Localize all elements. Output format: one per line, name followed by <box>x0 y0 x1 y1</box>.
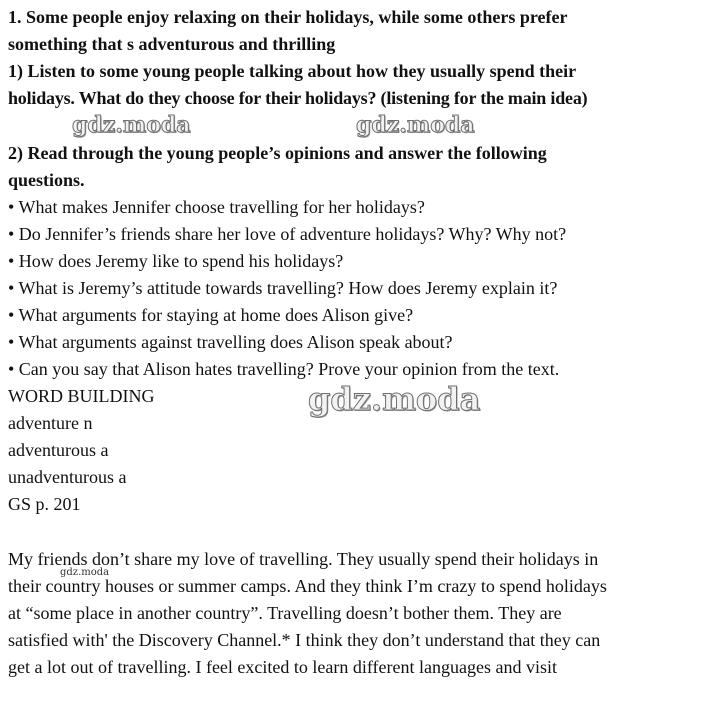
passage-line: their country houses or summer camps. And they think I’m crazy to spend holidays <box>8 576 607 596</box>
part1-line-1: 1) Listen to some young people talking about how they usually spend their <box>8 61 577 81</box>
question-item: • Do Jennifer’s friends share her love of adventure holidays? Why? Why not? <box>8 224 567 244</box>
watermark-right: gdz.moda <box>356 112 475 138</box>
passage-line: get a lot out of travelling. I feel excited to learn different languages and visit <box>8 657 557 677</box>
question-item: • What makes Jennifer choose travelling for her holidays? <box>8 197 425 217</box>
question-item: • How does Jeremy like to spend his holidays? <box>8 251 344 271</box>
question-item: • What is Jeremy’s attitude towards travelling? How does Jeremy explain it? <box>8 278 558 298</box>
word-building-item: adventurous a <box>8 440 109 460</box>
passage-line: My friends don’t share my love of travelling. They usually spend their holidays in <box>8 549 599 569</box>
passage-line: satisfied with' the Discovery Channel.* I think they don’t understand that they can <box>8 630 601 650</box>
watermark-left: gdz.moda <box>72 112 191 138</box>
question-item: • What arguments against travelling does Alison speak about? <box>8 332 453 352</box>
word-building-title: WORD BUILDING <box>8 386 155 406</box>
question-item: • Can you say that Alison hates travelling? Prove your opinion from the text. <box>8 359 560 379</box>
task-heading-line-1: 1. Some people enjoy relaxing on their holidays, while some others prefer <box>8 7 568 27</box>
word-building-item: adventure n <box>8 413 93 433</box>
question-item: • What arguments for staying at home does Alison give? <box>8 305 414 325</box>
watermark-center: gdz.moda <box>308 380 481 418</box>
part1-line-2: holidays. What do they choose for their holidays? (listening for the main idea) <box>8 88 588 108</box>
watermark-small: gdz.moda <box>60 567 110 578</box>
passage-line: at “some place in another country”. Travelling doesn’t bother them. They are <box>8 603 562 623</box>
word-building-item: unadventurous a <box>8 467 127 487</box>
word-building-item: GS p. 201 <box>8 494 81 514</box>
part2-line-2: questions. <box>8 170 85 190</box>
part2-line-1: 2) Read through the young people’s opinions and answer the following <box>8 143 547 163</box>
task-heading-line-2: something that s adventurous and thrilling <box>8 34 336 54</box>
